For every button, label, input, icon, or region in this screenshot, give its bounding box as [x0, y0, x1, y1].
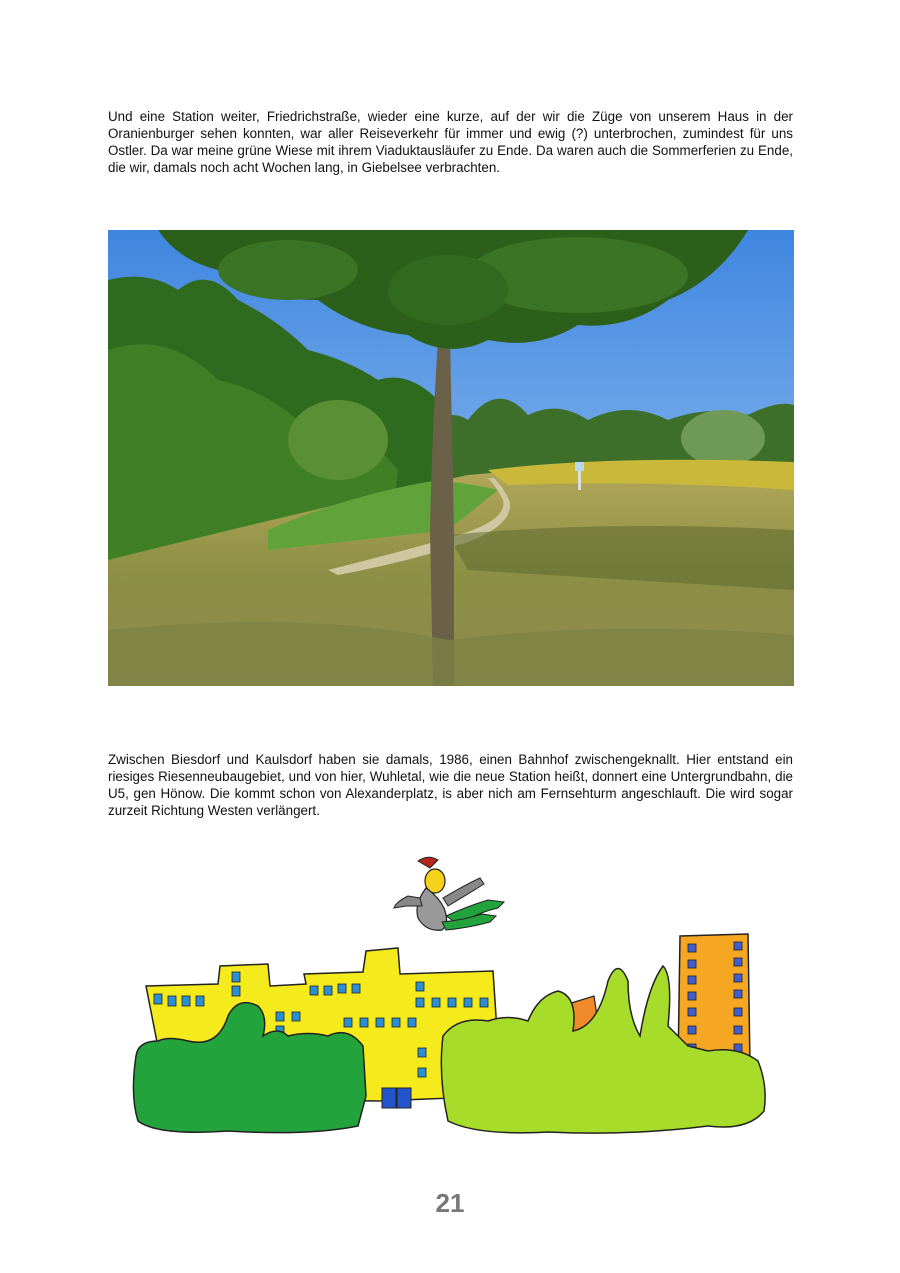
drawing-city-illustration	[108, 836, 794, 1152]
paragraph-intro: Und eine Station weiter, Friedrichstraße, wieder eine kurze, auf der wir die Züge von unserem Haus in der Oranienburger sehen konnten, war aller Reiseverkehr für immer und ewig (?) unterbrochen, zumindest für uns Ostler. Da war meine grüne Wiese mit ihrem Viaduktausläufer zu Ende. Da waren auch die Sommerferien zu Ende, die wir, damals noch acht Wochen lang, in Giebelsee verbrachten.	[108, 109, 793, 175]
photo-tree-meadow	[108, 230, 794, 686]
paragraph-wuhletal: Zwischen Biesdorf und Kaulsdorf haben sie damals, 1986, einen Bahnhof zwischengeknallt. Hier entstand ein riesiges Riesenneubaugebiet, und von hier, Wuhletal, wie die neue Station heißt, donnert eine Untergrundbahn, die U5, gen Hönow. Die kommt schon von Alexanderplatz, is aber nich am Fernsehturm angeschlauft. Die wird sogar zurzeit Richtung Westen verlängert.	[108, 752, 793, 818]
flying-figure-drawing	[394, 857, 504, 930]
page-number: 21	[435, 1188, 465, 1218]
